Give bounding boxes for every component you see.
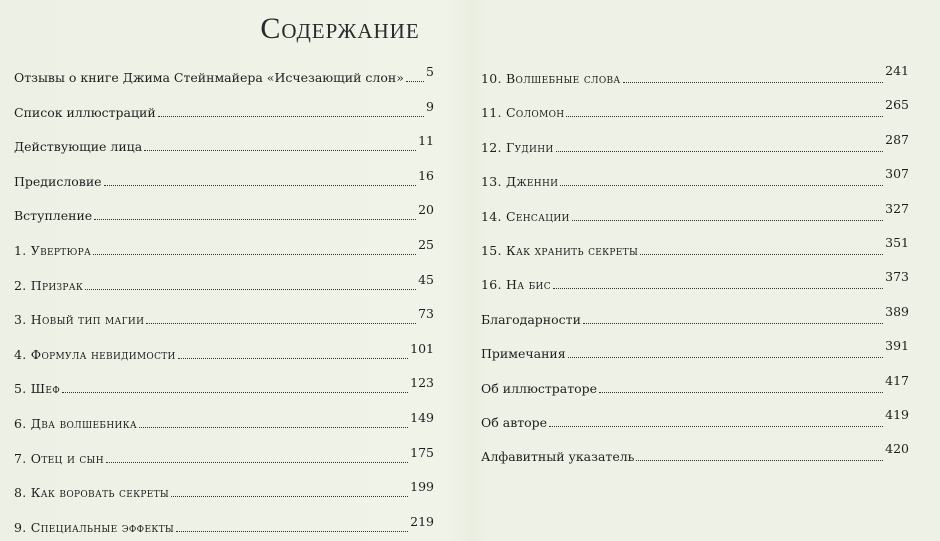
toc-entry-title: Примечания: [481, 346, 566, 362]
toc-entry-page-number: 5: [426, 64, 434, 79]
toc-entry: [14, 98, 434, 120]
dot-leader: [640, 254, 883, 255]
dot-leader: [93, 254, 416, 255]
toc-entry-page-number: 45: [418, 271, 434, 287]
dot-leader: [171, 496, 408, 497]
toc-entry: [481, 202, 909, 224]
toc-entry: [14, 409, 434, 431]
toc-entry-page-number: 351: [885, 235, 909, 250]
toc-entry-page-number: 287: [885, 131, 909, 147]
toc-entry-title: 7. Отец и сын: [14, 450, 104, 466]
dot-leader: [94, 219, 416, 220]
toc-entry-page-number: 219: [410, 513, 434, 529]
toc-entry-title: Об иллюстраторе: [481, 380, 598, 396]
toc-entry: [14, 167, 434, 189]
dot-leader: [146, 323, 416, 324]
dot-leader: [553, 288, 883, 289]
toc-entry-title: Предисловие: [14, 173, 102, 189]
toc-entry-page-number: 101: [410, 340, 434, 356]
dot-leader: [176, 531, 408, 532]
toc-entry-title: 8. Как воровать секреты: [14, 485, 170, 501]
toc-entry-page-number: 417: [885, 372, 909, 388]
toc-entry-title: Действующие лица: [14, 139, 143, 155]
toc-entry-title: 16. На бис: [481, 277, 551, 293]
toc-entry-title: 4. Формула невидимости: [14, 346, 176, 362]
toc-entry-page-number: 16: [418, 167, 434, 183]
toc-entry-title: 3. Новый тип магии: [14, 312, 145, 328]
dot-leader: [104, 185, 417, 186]
toc-entry: [14, 63, 434, 85]
dot-leader: [560, 185, 883, 186]
page-title: Содержание: [260, 12, 420, 45]
toc-entry-title: Об авторе: [481, 415, 548, 430]
toc-entry-page-number: 123: [410, 375, 434, 391]
toc-entry: [14, 201, 434, 223]
dot-leader: [406, 81, 424, 82]
toc-entry-title: Благодарности: [481, 311, 581, 327]
toc-entry-page-number: 391: [885, 338, 909, 354]
toc-entry-title: 14. Сенсации: [481, 208, 570, 224]
toc-entry-title: Алфавитный указатель: [481, 449, 635, 465]
toc-entry: [481, 408, 909, 430]
toc-entry-page-number: 373: [885, 269, 909, 285]
toc-entry-title: Вступление: [14, 208, 93, 224]
toc-entry: [14, 271, 434, 293]
toc-entry: [14, 513, 434, 535]
dot-leader: [139, 427, 408, 428]
toc-entry-title: 9. Специальные эффекты: [14, 519, 175, 535]
toc-entry-page-number: 73: [418, 306, 434, 322]
toc-entry: [14, 340, 434, 362]
toc-entry-page-number: 389: [885, 303, 909, 319]
toc-entry-page-number: 307: [885, 166, 909, 182]
dot-leader: [85, 289, 416, 290]
toc-entry: [14, 132, 434, 154]
dot-leader: [549, 426, 883, 427]
toc-entry-page-number: 327: [885, 200, 909, 216]
dot-leader: [568, 357, 884, 358]
toc-entry-title: 2. Призрак: [14, 277, 84, 293]
toc-entry: [481, 98, 909, 120]
dot-leader: [556, 151, 884, 152]
toc-entry-page-number: 420: [885, 441, 909, 457]
dot-leader: [623, 82, 884, 83]
toc-entry-title: 5. Шеф: [14, 381, 61, 397]
toc-entry: [14, 236, 434, 258]
dot-leader: [158, 116, 424, 117]
dot-leader: [106, 462, 408, 463]
dot-leader: [62, 392, 408, 393]
toc-entry-title: 1. Увертюра: [14, 243, 92, 258]
toc-entry-page-number: 149: [410, 410, 434, 425]
toc-entry-title: 11. Соломон: [481, 105, 565, 121]
toc-entry-page-number: 265: [885, 97, 909, 113]
toc-entry-page-number: 241: [885, 63, 909, 78]
dot-leader: [599, 392, 883, 393]
toc-entry-page-number: 9: [426, 98, 434, 114]
toc-entry: [481, 305, 909, 327]
toc-entry: [481, 64, 909, 86]
toc-entry: [481, 236, 909, 258]
dot-leader: [144, 150, 416, 151]
toc-entry-page-number: 20: [418, 202, 434, 218]
dot-leader: [636, 460, 883, 461]
dot-leader: [572, 220, 883, 221]
toc-entry: [14, 305, 434, 327]
toc-entry: [481, 133, 909, 155]
toc-entry: [481, 270, 909, 292]
toc-entry-page-number: 11: [418, 133, 434, 149]
toc-entry-page-number: 175: [410, 444, 434, 460]
toc-entry: [14, 444, 434, 466]
toc-entry-page-number: 25: [418, 237, 434, 252]
toc-entry-title: 6. Два волшебника: [14, 416, 137, 431]
toc-entry-title: 12. Гудини: [481, 139, 554, 155]
toc-entry: [14, 478, 434, 500]
toc-entry: [481, 374, 909, 396]
toc-entry-page-number: 199: [410, 479, 434, 495]
toc-entry-title: 10. Волшебные слова: [481, 71, 621, 86]
dot-leader: [566, 116, 883, 117]
toc-entry-page-number: 419: [885, 407, 909, 422]
toc-entry: [481, 442, 909, 464]
dot-leader: [583, 323, 883, 324]
toc-entry-title: Список иллюстраций: [14, 104, 156, 120]
toc-entry-title: 13. Дженни: [481, 174, 559, 190]
dot-leader: [178, 358, 408, 359]
toc-entry: [14, 374, 434, 396]
toc-entry-title: Отзывы о книге Джима Стейнмайера «Исчезающий слон»: [14, 70, 404, 85]
toc-entry: [481, 167, 909, 189]
toc-entry-title: 15. Как хранить секреты: [481, 243, 639, 258]
toc-entry: [481, 339, 909, 361]
